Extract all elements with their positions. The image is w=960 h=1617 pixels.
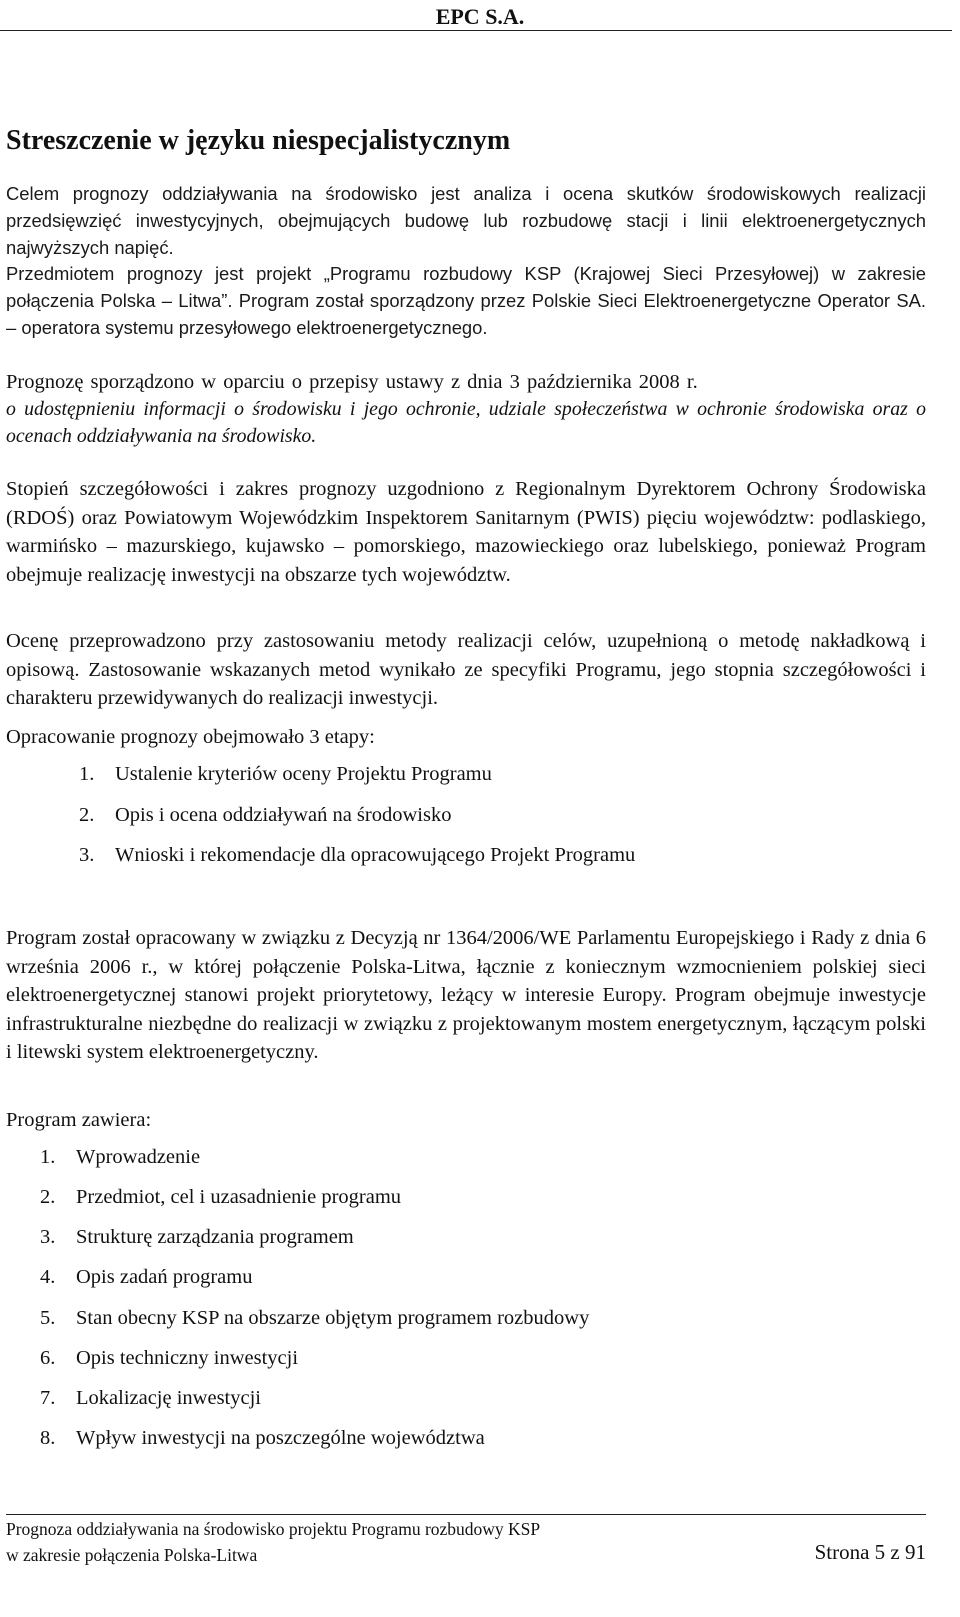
paragraph-legal-basis: Prognozę sporządzono w oparciu o przepisy ustawy z dnia 3 października 2008 r. [6,371,698,393]
list-item-number: 2. [40,1186,56,1208]
list-item-number: 7. [40,1387,56,1409]
list-item-number: 2. [79,804,95,826]
paragraph-method: Ocenę przeprowadzono przy zastosowaniu metody realizacji celów, uzupełnioną o metodę nakładkową i opisową. Zastosowanie wskazanych metod wynikało ze specyfiki Programu, jego stopnia szczegółowości i charakteru przewidywanych do realizacji inwestycji. [6,630,926,709]
list-item-text: Strukturę zarządzania programem [76,1226,354,1248]
list-item-number: 4. [40,1266,56,1288]
list-item-text: Stan obecny KSP na obszarze objętym programem rozbudowy [76,1307,590,1329]
paragraph-legal-basis-title: o udostępnieniu informacji o środowisku i jego ochronie, udziale społeczeństwa w ochronie środowiska oraz o ocenach oddziaływania na środowisko. [6,398,926,447]
list-item-number: 3. [79,844,95,866]
paragraph-subject: Przedmiotem prognozy jest projekt „Programu rozbudowy KSP (Krajowej Sieci Przesyłowej) w zakresie połączenia Polska – Litwa”. Program został sporządzony przez Polskie Sieci Elektroenergetyczne Operator SA. – operatora systemu przesyłowego elektroenergetycznego. [6,263,926,338]
paragraph-purpose: Celem prognozy oddziaływania na środowisko jest analiza i ocena skutków środowiskowych realizacji przedsięwzięć inwestycyjnych, obejmujących budowę lub rozbudowę stacji i linii elektroenergetycznych najwyższych napięć. [6,183,926,258]
list-item-number: 1. [40,1146,56,1168]
list-item-text: Opis techniczny inwestycji [76,1347,299,1369]
list-item-text: Przedmiot, cel i uzasadnienie programu [76,1186,402,1208]
paragraph-scope: Stopień szczegółowości i zakres prognozy uzgodniono z Regionalnym Dyrektorem Ochrony Środowiska (RDOŚ) oraz Powiatowym Wojewódzkim Inspektorem Sanitarnym (PWIS) pięciu województw: podlaskiego, warmińsko – mazurskiego, kujawsko – pomorskiego, mazowieckiego oraz lubelskiego, ponieważ Program obejmuje realizację inwestycji na obszarze tych województw. [6,478,926,586]
header-title: EPC S.A. [435,4,525,29]
page-header [0,0,960,34]
list-item-text: Ustalenie kryteriów oceny Projektu Programu [115,763,492,785]
list-item-number: 1. [79,763,95,785]
header-divider [0,30,952,31]
list-item-number: 5. [40,1307,56,1329]
page-footer [6,1514,926,1614]
footer-document-title: Prognoza oddziaływania na środowisko projektu Programu rozbudowy KSP [6,1519,541,1539]
page-number: Strona 5 z 91 [814,1540,926,1564]
footer-divider [6,1514,926,1515]
list-item-text: Opis zadań programu [76,1266,253,1288]
paragraph-decision: Program został opracowany w związku z Decyzją nr 1364/2006/WE Parlamentu Europejskiego i Rady z dnia 6 września 2006 r., w której połączenie Polska-Litwa, łącznie z koniecznym wzmocnieniem polskiej sieci elektroenergetycznej stanowi projekt priorytetowy, leżący w interesie Europy. Program obejmuje inwestycje infrastrukturalne niezbędne do realizacji w związku z projektowanym mostem energetycznym, łączącym polski i litewski system elektroenergetyczny. [6,927,926,1063]
paragraph-stages-intro: Opracowanie prognozy obejmowało 3 etapy: [6,726,375,748]
list-item-number: 8. [40,1427,56,1449]
list-item-text: Opis i ocena oddziaływań na środowisko [115,804,452,826]
list-item-number: 3. [40,1226,56,1248]
list-item-text: Wnioski i rekomendacje dla opracowującego Projekt Programu [115,844,636,866]
paragraph-contents-intro: Program zawiera: [6,1109,152,1131]
list-item-text: Lokalizację inwestycji [76,1387,261,1409]
section-heading: Streszczenie w języku niespecjalistycznym [6,125,511,156]
footer-document-subtitle: w zakresie połączenia Polska-Litwa [6,1545,258,1565]
list-item-number: 6. [40,1347,56,1369]
list-item-text: Wpływ inwestycji na poszczególne województwa [76,1427,485,1449]
list-item-text: Wprowadzenie [76,1146,201,1168]
